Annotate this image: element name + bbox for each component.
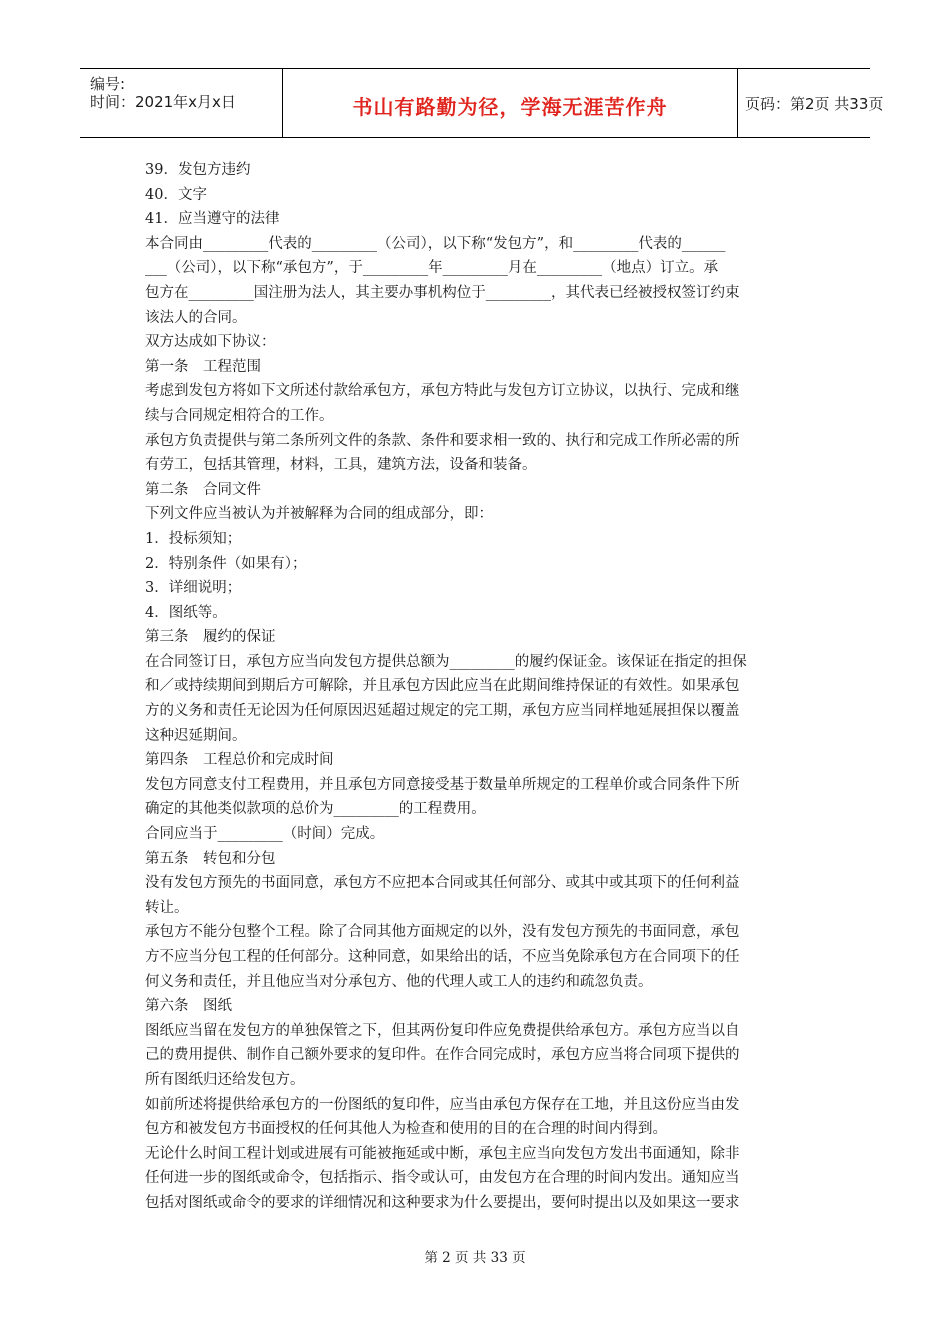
text-line: 第六条 图纸: [145, 998, 232, 1015]
code-label: 编号:: [90, 75, 126, 93]
text-line: 3．详细说明；: [145, 580, 242, 597]
text-line: 确定的其他类似款项的总价为_________的工程费用。: [145, 801, 486, 818]
text-line: 承包方负责提供与第二条所列文件的条款、条件和要求相一致的、执行和完成工作所必需的所: [145, 432, 740, 449]
text-line: 第一条 工程范围: [145, 358, 261, 375]
text-line: 在合同签订日，承包方应当向发包方提供总额为_________的履约保证金。该保证在指定的担保: [145, 653, 747, 670]
text-line: 方不应当分包工程的任何部分。这种同意，如果给出的话，不应当免除承包方在合同项下的任: [145, 949, 740, 965]
text-line: 考虑到发包方将如下文所述付款给承包方，承包方特此与发包方订立协议，以执行、完成和继: [145, 383, 740, 400]
text-line: 无论什么时间工程计划或进展有可能被拖延或中断，承包主应当向发包方发出书面通知，除非: [145, 1145, 740, 1162]
text-line: 己的费用提供、制作自己额外要求的复印件。在作合同完成时，承包方应当将合同项下提供的: [145, 1047, 740, 1064]
text-line: 39．发包方违约: [145, 162, 251, 178]
text-line: ___（公司），以下称“承包方”，于_________年_________月在_________（地点）订立。承: [145, 260, 719, 277]
text-line: 合同应当于_________（时间）完成。: [145, 826, 385, 843]
text-line: 第四条 工程总价和完成时间: [145, 752, 334, 769]
text-line: 方的义务和责任无论因为任何原因迟延超过规定的完工期，承包方应当同样地延展担保以覆盖: [145, 703, 740, 720]
header-page-cell: [737, 69, 884, 137]
text-line: 第二条 合同文件: [145, 481, 261, 498]
text-line: 图纸应当留在发包方的单独保管之下，但其两份复印件应免费提供给承包方。承包方应当以自: [145, 1022, 740, 1039]
motto: 书山有路勤为径，学海无涯苦作舟: [352, 95, 668, 119]
page-code: 页码：第2页 共33页: [745, 95, 884, 113]
text-line: 发包方同意支付工程费用，并且承包方同意接受基于数量单所规定的工程单价或合同条件下所: [145, 776, 740, 793]
text-line: 2．特别条件（如果有）；: [145, 555, 307, 572]
page-header: [80, 68, 884, 138]
text-line: 该法人的合同。: [145, 309, 247, 326]
document-body: [145, 158, 805, 1216]
page-footer: 第 2 页 共 33 页: [424, 1250, 526, 1266]
text-line: 所有图纸归还给发包方。: [145, 1071, 305, 1088]
text-line: 任何进一步的图纸或命令，包括指示、指令或认可，由发包方在合理的时间内发出。通知应当: [145, 1170, 740, 1187]
text-line: 没有发包方预先的书面同意，承包方不应把本合同或其任何部分、或其中或其项下的任何利益: [145, 875, 740, 892]
text-line: 下列文件应当被认为并被解释为合同的组成部分，即：: [145, 506, 493, 523]
text-line: 4．图纸等。: [145, 604, 227, 621]
text-line: 这种迟延期间。: [145, 727, 247, 744]
text-line: 续与合同规定相符合的工作。: [145, 407, 334, 424]
text-line: 何义务和责任，并且他应当对分承包方、他的代理人或工人的违约和疏忽负责。: [145, 973, 653, 990]
text-line: 包方在_________国注册为法人，其主要办事机构位于_________，其代表已经被授权签订约束: [145, 284, 740, 301]
text-line: 有劳工，包括其管理，材料，工具，建筑方法，设备和装备。: [145, 457, 537, 474]
header-meta-cell: [80, 69, 282, 137]
text-line: 和／或持续期间到期后方可解除，并且承包方因此应当在此期间维持保证的有效性。如果承包: [145, 678, 740, 695]
header-motto-cell: [282, 69, 738, 137]
text-line: 双方达成如下协议：: [145, 334, 276, 351]
text-line: 第五条 转包和分包: [145, 850, 276, 867]
text-line: 本合同由_________代表的_________（公司），以下称“发包方”，和_________代表的______: [145, 235, 726, 252]
text-line: 如前所述将提供给承包方的一份图纸的复印件，应当由承包方保存在工地，并且这份应当由发: [145, 1096, 740, 1113]
text-line: 转让。: [145, 899, 189, 916]
text-line: 包方和被发包方书面授权的任何其他人为检查和使用的目的在合理的时间内得到。: [145, 1121, 667, 1138]
text-line: 承包方不能分包整个工程。除了合同其他方面规定的以外，没有发包方预先的书面同意，承包: [145, 924, 740, 941]
text-line: 1．投标须知；: [145, 530, 242, 547]
text-line: 包括对图纸或命令的要求的详细情况和这种要求为什么要提出，要何时提出以及如果这一要求: [145, 1194, 740, 1211]
time-label: 时间：2021年x月x日: [90, 93, 236, 111]
text-line: 41．应当遵守的法律: [145, 211, 280, 228]
text-line: 第三条 履约的保证: [145, 629, 276, 646]
text-line: 40．文字: [145, 186, 207, 203]
